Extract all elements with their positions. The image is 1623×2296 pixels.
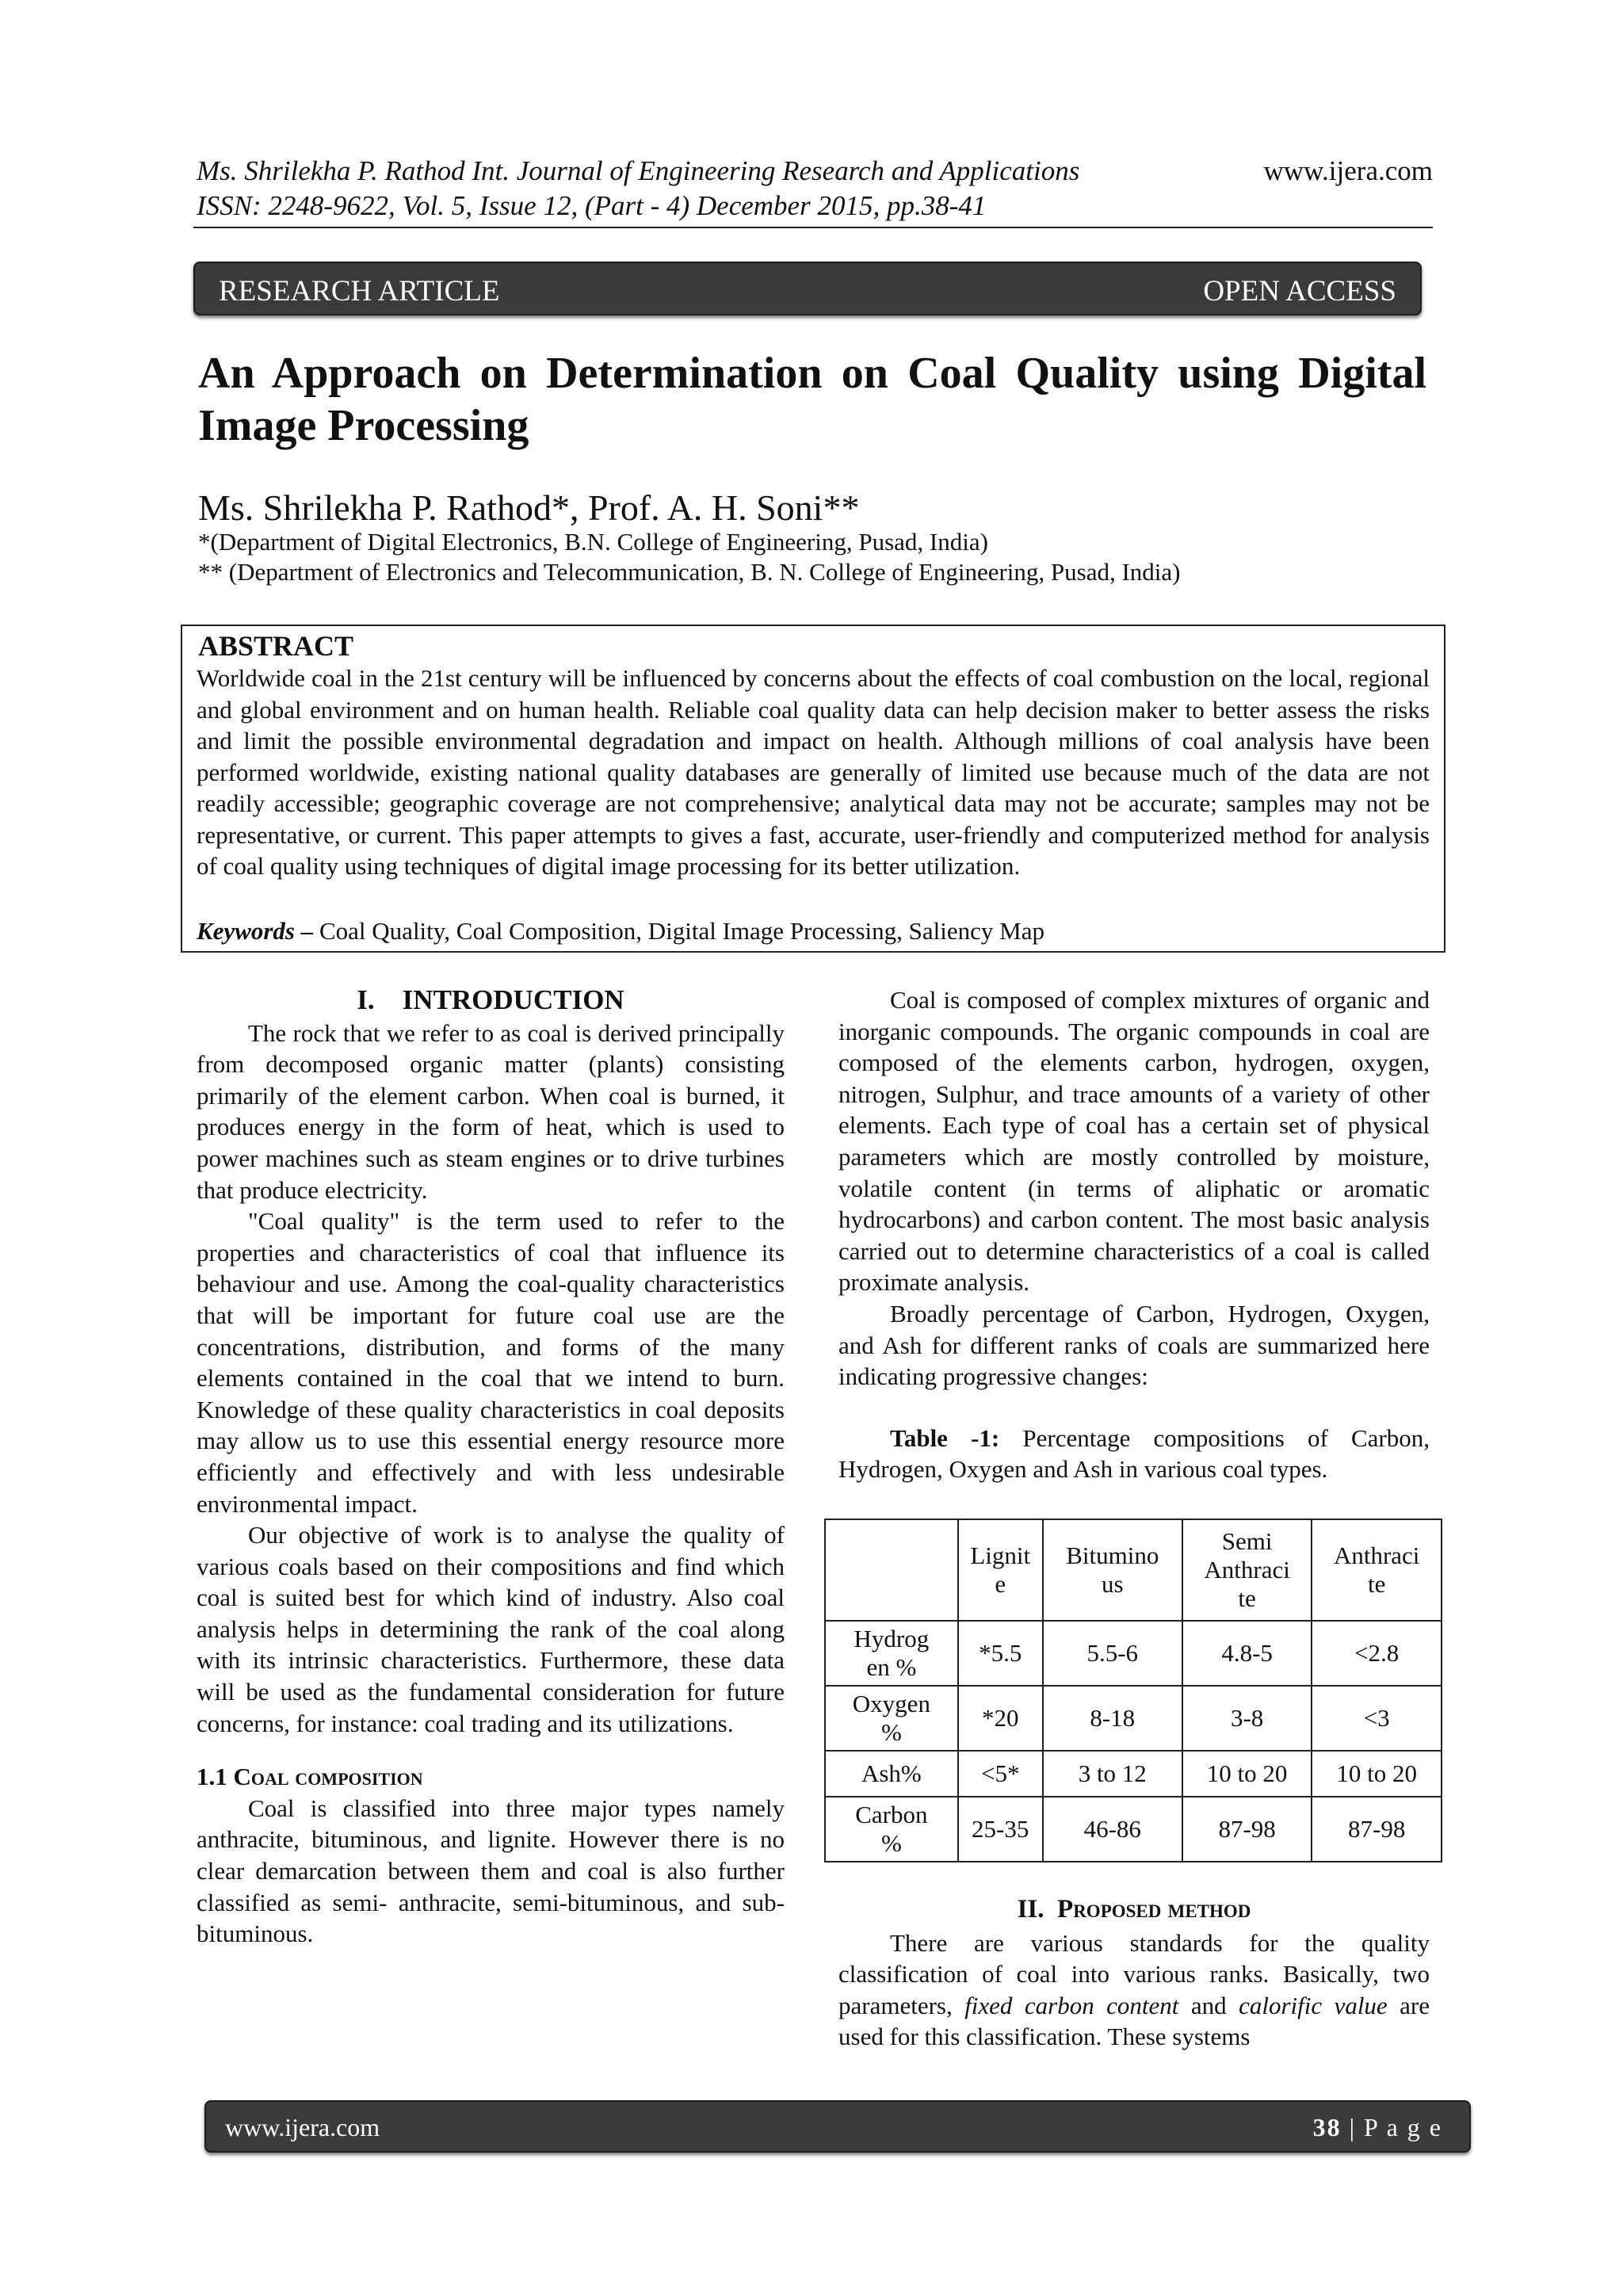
method-paragraph-1 [838, 1927, 1430, 2053]
table-header-row [825, 1519, 1442, 1621]
intro-paragraph-1: The rock that we refer to as coal is derived principally from decomposed organic matter (plants) consisting primarily of the element carbon. When coal is burned, it produces energy in the form of heat, which is used to power machines such as steam engines or to drive turbines that produce electricity. [197, 1018, 785, 1204]
method-term-calorific: calorific value [1239, 1991, 1388, 2019]
proposed-method-title: Proposed method [1057, 1894, 1251, 1924]
right-paragraph-2: Broadly percentage of Carbon, Hydrogen, Oxygen, and Ash for different ranks of coals are summarized here indicating progressive changes: [838, 1299, 1430, 1391]
table-header-cell [825, 1519, 958, 1621]
table-cell: 25-35 [958, 1797, 1043, 1862]
page-number-value: 38 [1312, 2113, 1342, 2141]
table-cell: 87-98 [1312, 1797, 1442, 1862]
abstract-text: Worldwide coal in the 21st century will be influenced by concerns about the effects of coal combustion on the local, regional and global environment and on human health. Reliable coal quality data can help decision maker to better assess the risks and limit the possible environmental degradation and impact on health. Although millions of coal analysis have been performed worldwide, existing national quality databases are generally of limited use because much of the data are not readily accessible; geographic coverage are not comprehensive; analytical data may not be accurate; samples may not be representative, or current. This paper attempts to gives a fast, accurate, user-friendly and computerized method for analysis of coal quality using techniques of digital image processing for its better utilization. [197, 664, 1430, 880]
table-cell: 10 to 20 [1182, 1751, 1312, 1797]
table-cell: <2.8 [1312, 1621, 1442, 1686]
keywords-label: Keywords – [197, 917, 314, 945]
open-access-label: OPEN ACCESS [1203, 275, 1396, 308]
article-type-banner [193, 262, 1422, 315]
table-cell: 4.8-5 [1182, 1621, 1312, 1686]
coal-composition-table [824, 1519, 1442, 1862]
issn-line: ISSN: 2248-9622, Vol. 5, Issue 12, (Part - 4) December 2015, pp.38-41 [197, 190, 987, 221]
affiliation-1: *(Department of Digital Electronics, B.N. College of Engineering, Pusad, India) [198, 528, 988, 556]
table-row-label: Ash% [825, 1751, 958, 1797]
table-label: Table -1: [890, 1423, 1000, 1452]
authors: Ms. Shrilekha P. Rathod*, Prof. A. H. Soni** [198, 487, 860, 528]
table-cell: *20 [958, 1686, 1043, 1751]
page-number [1313, 2113, 1442, 2142]
table-cell: <5* [958, 1751, 1043, 1797]
table-cell: 3-8 [1182, 1686, 1312, 1751]
abstract-heading: ABSTRACT [198, 630, 354, 662]
coal-composition-heading [197, 1761, 785, 1793]
proposed-method-heading [838, 1894, 1430, 1926]
table-cell: 5.5-6 [1043, 1621, 1182, 1686]
table-row [825, 1797, 1442, 1862]
table-header-cell: Bitumino us [1043, 1519, 1182, 1621]
right-column [838, 984, 1430, 2053]
intro-paragraph-3: Our objective of work is to analyse the quality of various coals based on their compositions and find which coal is suited best for which kind of industry. Also coal analysis helps in determining the rank of the coal along with its intrinsic characteristics. Furthermore, these data will be used as the fundamental consideration for future concerns, for instance: coal trading and its utilizations. [197, 1521, 785, 1737]
proposed-method-number: II. [1017, 1894, 1058, 1924]
research-article-label: RESEARCH ARTICLE [219, 275, 500, 308]
method-text: There are various standards for the quality classification of coal into various ranks. Basically, two parameters, [838, 1928, 1430, 2019]
right-paragraph-1: Coal is composed of complex mixtures of organic and inorganic compounds. The organic compounds in coal are composed of the elements carbon, hydrogen, oxygen, nitrogen, Sulphur, and trace amounts of a variety of other elements. Each type of coal has a certain set of physical parameters which are mostly controlled by moisture, volatile content (in terms of aliphatic or aromatic hydrocarbons) and carbon content. The most basic analysis carried out to determine characteristics of a coal is called proximate analysis. [838, 986, 1430, 1297]
keywords [197, 917, 1044, 946]
table-row [825, 1686, 1442, 1751]
header-rule [193, 227, 1433, 228]
footer-website[interactable]: www.ijera.com [225, 2113, 380, 2141]
table-cell: 10 to 20 [1312, 1751, 1442, 1797]
table-cell: 3 to 12 [1043, 1751, 1182, 1797]
table-row-label: Hydrog en % [825, 1621, 958, 1686]
table-row [825, 1621, 1442, 1686]
running-header [197, 155, 1433, 187]
page-footer [204, 2100, 1471, 2153]
keywords-list: Coal Quality, Coal Composition, Digital Image Processing, Saliency Map [313, 917, 1044, 945]
method-term-fixed-carbon: fixed carbon content [964, 1991, 1179, 2019]
journal-citation: Ms. Shrilekha P. Rathod Int. Journal of Engineering Research and Applications [197, 155, 1080, 186]
coal-composition-number: 1.1 [197, 1763, 234, 1791]
method-text: are used for this classification. These systems [838, 1991, 1430, 2051]
table-caption [838, 1423, 1430, 1485]
table-cell: 87-98 [1182, 1797, 1312, 1862]
table-cell: *5.5 [958, 1621, 1043, 1686]
journal-website[interactable]: www.ijera.com [1263, 155, 1433, 186]
table-caption-text: Percentage compositions of Carbon, Hydrogen, Oxygen and Ash in various coal types. [838, 1423, 1430, 1484]
coal-composition-title: Coal composition [233, 1763, 423, 1791]
table-header-cell: Anthraci te [1312, 1519, 1442, 1621]
table-header-cell: Semi Anthraci te [1182, 1519, 1312, 1621]
table-header-cell: Lignit e [958, 1519, 1043, 1621]
table-row-label: Carbon % [825, 1797, 958, 1862]
table-cell: 8-18 [1043, 1686, 1182, 1751]
page-label: | P a g e [1341, 2113, 1442, 2141]
introduction-heading: I. INTRODUCTION [357, 984, 624, 1015]
table-row [825, 1751, 1442, 1797]
intro-paragraph-2: "Coal quality" is the term used to refer to the properties and characteristics of coal that influence its behaviour and use. Among the coal-quality characteristics that will be important for future coal use are the concentrations, distribution, and forms of the many elements contained in the coal that we intend to burn. Knowledge of these quality characteristics in coal deposits may allow us to use this essential energy resource more efficiently and effectively and with less undesirable environmental impact. [197, 1207, 785, 1518]
affiliation-2: ** (Department of Electronics and Telecommunication, B. N. College of Engineering, Pusad, India) [198, 558, 1181, 586]
table-row-label: Oxygen % [825, 1686, 958, 1751]
table-cell: <3 [1312, 1686, 1442, 1751]
composition-paragraph-1: Coal is classified into three major types namely anthracite, bituminous, and lignite. However there is no clear demarcation between them and coal is also further classified as semi- anthracite, semi-bituminous, and sub-bituminous. [197, 1794, 785, 1948]
table-cell: 46-86 [1043, 1797, 1182, 1862]
paper-title: An Approach on Determination on Coal Quality using Digital Image Processing [198, 349, 1426, 450]
method-text: and [1178, 1991, 1239, 2019]
left-column [197, 984, 785, 1950]
